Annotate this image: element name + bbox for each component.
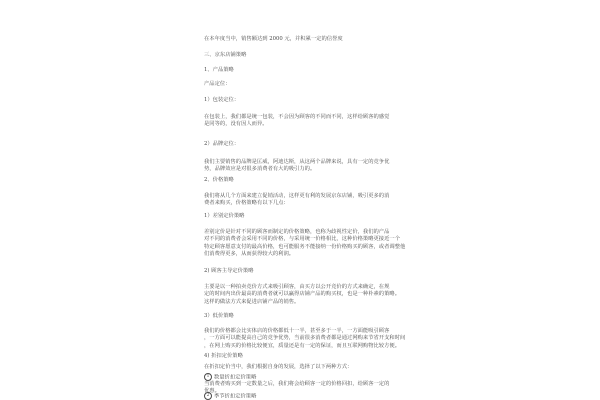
heading-jd-store-strategy: 三、京东店铺策略 xyxy=(204,52,247,58)
circled-number-two: 2 xyxy=(204,392,212,400)
paragraph-line: 主要是以一种拍卖竞价方式来吸引顾客，由买方以公开竞价的方式来确定，在规 xyxy=(204,284,390,290)
heading-product-strategy: 1、产品策略 xyxy=(204,67,234,73)
heading-seasonal-discount-label: 季节折扣定价策略 xyxy=(214,393,257,400)
paragraph-line: ，在网上购买的价格比较便宜，质量还是有一定的保证，而且互联网购物比较方便。 xyxy=(204,342,400,349)
heading-quantity-discount-label: 数量折扣定价策略 xyxy=(214,374,257,381)
paragraph-line: 我们主要销售的品牌是匡威，阿迪达斯，从这两个品牌来说，具有一定的竞争优 xyxy=(204,159,390,165)
paragraph-line: 优惠。 xyxy=(204,388,220,395)
paragraph-line: 对不同的消费者会采用不同的价格，与采用统一价格相比，这种价格策略更接近一个 xyxy=(204,236,400,243)
heading-brand-positioning: 2）品牌定位： xyxy=(204,141,240,147)
paragraph-line: 差别定价是针对不同的顾客而制定的价格策略，也称为歧视性定价，我们的产品 xyxy=(204,229,390,235)
paragraph-line: 们消费得更多，从而获得较大的利润。 xyxy=(204,251,295,258)
paragraph-line: 费者来购买，价格策略有以下几点： xyxy=(204,200,289,207)
paragraph-low-price xyxy=(204,328,406,350)
heading-packaging-positioning: 1）包装定位： xyxy=(204,97,240,103)
circled-number-one: 1 xyxy=(204,373,212,381)
paragraph-line: 特定顾客愿意支付的最高价格，也可能服务不能接纳一份价格购买的顾客，或者调整他 xyxy=(204,243,406,250)
paragraph-differential-pricing xyxy=(204,229,406,259)
paragraph-line: 这样的做法方式来促进店铺产品的销售。 xyxy=(204,298,300,305)
paragraph-line: 当消费者购买到一定数量之后，我们将会给顾客一定的价格回扣，给顾客一定的 xyxy=(204,381,390,387)
text-line-sales-target: 在本年度当中，销售额达到 2000 元，并积累一定的信誉度 xyxy=(204,36,343,42)
paragraph-line: 在包装上，我们都是统一包装，不会因为顾客的不同而不同，这样给顾客的感觉 xyxy=(204,114,390,120)
heading-differential-pricing: 1）差别定价策略 xyxy=(204,213,245,219)
paragraph-brand xyxy=(204,159,390,174)
heading-low-price-strategy: 3）低价策略 xyxy=(204,313,234,319)
paragraph-customer-led-pricing xyxy=(204,284,400,306)
paragraph-line: 我们将从几个方面来建立促销活动，这样更有利的发展京东店铺，吸引更多的消 xyxy=(204,193,390,199)
paragraph-line: 是同等的，没有因人而异。 xyxy=(204,121,268,128)
heading-product-positioning: 产品定位： xyxy=(204,81,231,87)
heading-customer-led-pricing: 2) 顾客主导定价策略 xyxy=(204,268,254,274)
text-discount-intro: 在折扣定价当中，我们根据自身的发展，选择了以下两种方式： xyxy=(204,364,353,370)
paragraph-packaging xyxy=(204,114,390,129)
paragraph-line: 势，品牌效应是对很多消费者有大的吸引力的。 xyxy=(204,166,316,173)
paragraph-price-intro xyxy=(204,193,390,208)
paragraph-line: 定的时间内出价最高的消费者就可以赢得店铺产品的购买权，也是一种朴素的策略。 xyxy=(204,291,400,298)
paragraph-line: ，一方面可以能提高自己的竞争优势，当前很多消费者都是通过网购来节省开支和时间 xyxy=(204,335,406,342)
heading-seasonal-discount xyxy=(204,392,256,400)
heading-discount-pricing: 4) 折扣定价策略 xyxy=(204,353,243,359)
paragraph-line: 我们的价格都会比实体店的价格都低十一半，甚至多于一半，一方面能吸引顾客 xyxy=(204,328,390,334)
heading-price-strategy: 2、价格策略 xyxy=(204,177,234,183)
